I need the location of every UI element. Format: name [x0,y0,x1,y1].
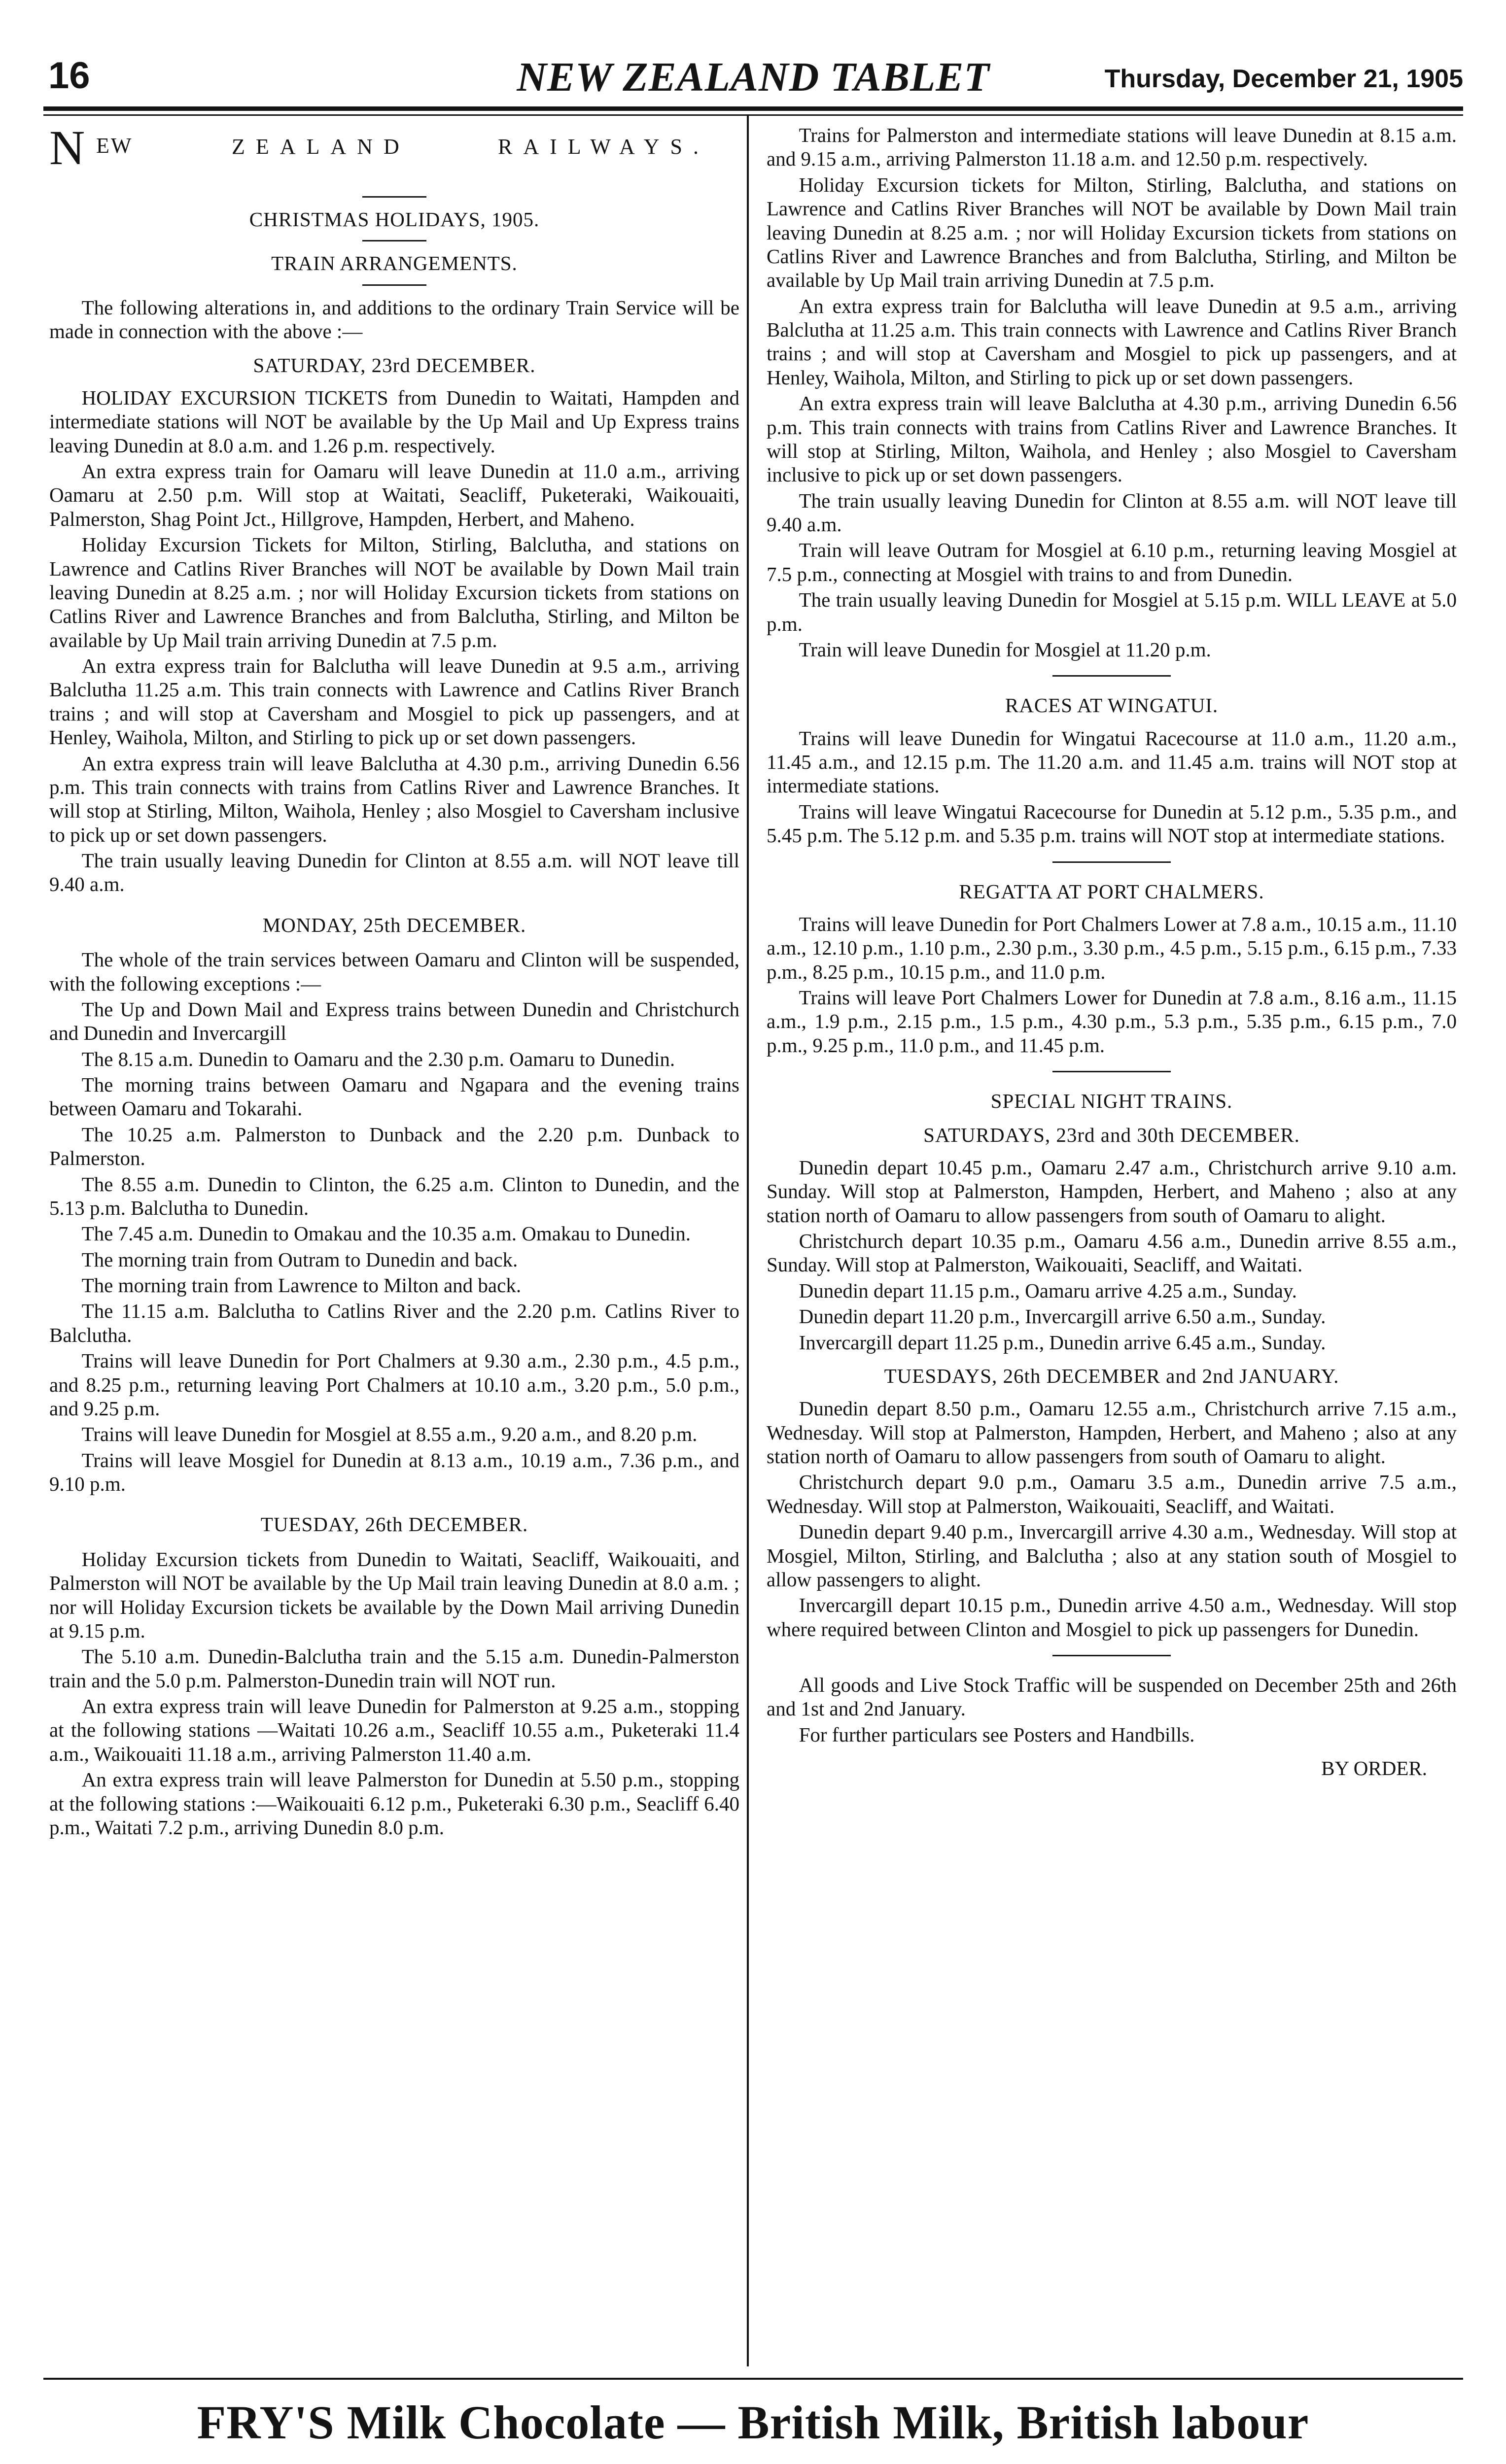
paragraph: Dunedin depart 10.45 p.m., Oamaru 2.47 a.m., Christchurch arrive 9.10 a.m. Sunday. Will stop at Palmerston, Hampden, Herbert, and Maheno ; also at any station north of Oamaru to allow passengers from south of Oamaru to alight. [767,1156,1457,1227]
subheading-saturdays: SATURDAYS, 23rd and 30th DECEMBER. [923,1123,1300,1146]
masthead-rule [43,106,1463,111]
section-heading-saturday: SATURDAY, 23rd DECEMBER. [253,353,536,376]
paragraph: An extra express train for Oamaru will leave Dunedin at 11.0 a.m., arriving Oamaru at 2.50 p.m. Will stop at Waitati, Seacliff, Puketeraki, Waikouaiti, Palmerston, Shag Point Jct., Hillgrove, Hampden, Herbert, and Maheno. [49,460,739,530]
page-number: 16 [48,55,90,97]
paragraph: The train usually leaving Dunedin for Mosgiel at 5.15 p.m. WILL LEAVE at 5.0 p.m. [767,588,1457,635]
paragraph: Dunedin depart 11.20 p.m., Invercargill arrive 6.50 a.m., Sunday. [799,1305,1326,1328]
divider-rule [1052,1655,1171,1656]
intro-paragraph: The following alterations in, and additions to the ordinary Train Service will be made in connection with the above :— [49,296,739,343]
newspaper-title: NEW ZEALAND TABLET [517,54,990,100]
paragraph: The morning train from Outram to Dunedin and back. [81,1248,518,1271]
divider-rule [362,240,426,241]
paragraph: Trains for Palmerston and intermediate stations will leave Dunedin at 8.15 a.m. and 9.15 a.m., arriving Palmerston 11.18 a.m. and 12.50 p.m. respectively. [767,124,1457,171]
paragraph: Train will leave Dunedin for Mosgiel at 11.20 p.m. [799,638,1211,661]
divider-rule [1052,1071,1171,1072]
section-heading-regatta: REGATTA AT PORT CHALMERS. [959,880,1264,903]
paragraph: The 5.10 a.m. Dunedin-Balclutha train and the 5.15 a.m. Dunedin-Palmerston train and the 5.0 p.m. Palmerston-Dunedin train will NOT run. [49,1645,739,1692]
paragraph: The morning train from Lawrence to Milton and back. [81,1274,522,1297]
paragraph: An extra express train will leave Dunedin for Palmerston at 9.25 a.m., stopping at the following stations —Waitati 10.26 a.m., Seacliff 10.55 a.m., Puketeraki 11.4 a.m., Waikouaiti 11.18 a.m., arriving Palmerston 11.40 a.m. [49,1695,739,1765]
paragraph: Holiday Excursion Tickets for Milton, Stirling, Balclutha, and stations on Lawrence and Catlins River Branches will NOT be available by Down Mail train leaving Dunedin at 8.25 a.m. ; nor will Holiday Excursion tickets from stations on Catlins River and Lawrence Branches and from Balclutha, Stirling, and Milton be available by Up Mail train arriving Dunedin at 7.5 p.m. [49,533,739,651]
divider-rule [362,196,426,198]
paragraph: Trains will leave Dunedin for Mosgiel at 8.55 a.m., 9.20 a.m., and 8.20 p.m. [81,1423,698,1446]
left-column [49,120,739,1841]
subheading-christmas: CHRISTMAS HOLIDAYS, 1905. [249,208,540,231]
paragraph: Christchurch depart 10.35 p.m., Oamaru 4.56 a.m., Dunedin arrive 8.55 a.m., Sunday. Will stop at Palmerston, Waikouaiti, Seacliff, and Waitati. [767,1230,1457,1276]
footer-advert: FRY'S Milk Chocolate — British Milk, British labour [197,2396,1309,2449]
title-initial: N [49,120,85,175]
paragraph: The morning trains between Oamaru and Ngapara and the evening trains between Oamaru and Tokarahi. [49,1073,739,1120]
divider-rule [1052,861,1171,863]
paragraph: The whole of the train services between Oamaru and Clinton will be suspended, with the following exceptions :— [49,948,739,995]
masthead [43,49,1463,107]
paragraph: Trains will leave Port Chalmers Lower for Dunedin at 7.8 a.m., 8.16 a.m., 11.15 a.m., 1.9 p.m., 2.15 p.m., 1.5 p.m., 4.30 p.m., 5.3 p.m., 5.35 p.m., 6.15 p.m., 7.0 p.m., 9.25 p.m., 11.0 p.m., and 11.45 p.m. [767,986,1457,1057]
paragraph: An extra express train will leave Balclutha at 4.30 p.m., arriving Dunedin 6.56 p.m. This train connects with trains from Catlins River and Lawrence Branches. It will stop at Stirling, Milton, Waihola, and Henley ; also Mosgiel to Caversham inclusive to pick up or set down passengers. [767,392,1457,486]
paragraph: The 11.15 a.m. Balclutha to Catlins River and the 2.20 p.m. Catlins River to Balclutha. [49,1300,739,1346]
paragraph: Trains will leave Dunedin for Wingatui Racecourse at 11.0 a.m., 11.20 a.m., 11.45 a.m., and 12.15 p.m. The 11.20 a.m. and 11.45 a.m. trains will NOT stop at intermediate stations. [767,726,1457,797]
paragraph: Trains will leave Wingatui Racecourse for Dunedin at 5.12 p.m., 5.35 p.m., and 5.45 p.m. The 5.12 p.m. and 5.35 p.m. trains will NOT stop at intermediate stations. [767,800,1457,847]
masthead-rule-thin [43,114,1463,116]
paragraph: Invercargill depart 11.25 p.m., Dunedin arrive 6.45 a.m., Sunday. [799,1331,1326,1354]
paragraph: An extra express train for Balclutha will leave Dunedin at 9.5 a.m., arriving Balclutha at 11.25 a.m. This train connects with Lawrence and Catlins River Branch trains ; and will stop at Caversham and Mosgiel to pick up passengers, and at Henley, Waihola, Milton, and Stirling to pick up or set down passengers. [767,294,1457,389]
by-order-signoff: BY ORDER. [1321,1757,1427,1780]
title-part-zealand: ZEALAND [232,135,410,159]
divider-rule [1052,675,1171,677]
paragraph: Christchurch depart 9.0 p.m., Oamaru 3.5 a.m., Dunedin arrive 7.5 a.m., Wednesday. Will stop at Palmerston, Waikouaiti, Seacliff, and Waitati. [767,1471,1457,1517]
paragraph: Dunedin depart 9.40 p.m., Invercargill arrive 4.30 a.m., Wednesday. Will stop at Mosgiel, Milton, Stirling, and Balclutha ; also at any station south of Mosgiel to allow passengers to alight. [767,1520,1457,1591]
paragraph: Dunedin depart 11.15 p.m., Oamaru arrive 4.25 a.m., Sunday. [799,1279,1297,1302]
paragraph: The Up and Down Mail and Express trains between Dunedin and Christchurch and Dunedin and Invercargill [49,997,739,1045]
section-heading-monday: MONDAY, 25th DECEMBER. [262,913,526,936]
section-heading-tuesday: TUESDAY, 26th DECEMBER. [260,1513,528,1536]
paragraph: The 7.45 a.m. Dunedin to Omakau and the 10.35 a.m. Omakau to Dunedin. [81,1222,691,1245]
paragraph: An extra express train will leave Palmerston for Dunedin at 5.50 p.m., stopping at the following stations :—Waikouaiti 6.12 p.m., Puketeraki 6.30 p.m., Seacliff 6.40 p.m., Waitati 7.2 p.m., arriving Dunedin 8.0 p.m. [49,1768,739,1839]
paragraph: The train usually leaving Dunedin for Clinton at 8.55 a.m. will NOT leave till 9.40 a.m. [49,849,739,896]
paragraph: Holiday Excursion tickets for Milton, Stirling, Balclutha, and stations on Lawrence and Catlins River Branches will NOT be available by Down Mail train leaving Dunedin at 8.25 a.m. ; nor will Holiday Excursion tickets from stations on Catlins River and Lawrence Branches and from Balclutha, Stirling, and Milton be available by Up Mail train arriving Dunedin at 7.5 p.m. [767,173,1457,292]
paragraph: Train will leave Outram for Mosgiel at 6.10 p.m., returning leaving Mosgiel at 7.5 p.m., connecting at Mosgiel with trains to and from Dunedin. [767,539,1457,585]
paragraph: HOLIDAY EXCURSION TICKETS from Dunedin to Waitati, Hampden and intermediate stations will NOT be available by the Up Mail and Up Express trains leaving Dunedin at 8.0 a.m. and 1.26 p.m. respectively. [49,386,739,457]
title-part-ew: EW [96,134,133,158]
paragraph: Trains will leave Dunedin for Port Chalmers Lower at 7.8 a.m., 10.15 a.m., 11.10 a.m., 12.10 p.m., 1.10 p.m., 2.30 p.m., 3.30 p.m., 4.5 p.m., 5.15 p.m., 6.15 p.m., 7.33 p.m., 8.25 p.m., 10.15 p.m., and 11.0 p.m. [767,912,1457,983]
paragraph: The 10.25 a.m. Palmerston to Dunback and the 2.20 p.m. Dunback to Palmerston. [49,1123,739,1170]
issue-date: Thursday, December 21, 1905 [1104,65,1463,93]
paragraph: The 8.15 a.m. Dunedin to Oamaru and the 2.30 p.m. Oamaru to Dunedin. [81,1047,675,1070]
right-column [767,123,1457,1780]
notice-paragraph: All goods and Live Stock Traffic will be suspended on December 25th and 26th and 1st and 2nd January. [767,1674,1457,1720]
paragraph: Trains will leave Mosgiel for Dunedin at 8.13 a.m., 10.19 a.m., 7.36 p.m., and 9.10 p.m. [49,1448,739,1495]
paragraph: An extra express train will leave Balclutha at 4.30 p.m., arriving Dunedin 6.56 p.m. This train connects with trains from Catlins River and Lawrence Branches. It will stop at Stirling, Milton, Waihola, Henley ; also Mosgiel to Caversham inclusive to pick up or set down passengers. [49,752,739,846]
paragraph: The 8.55 a.m. Dunedin to Clinton, the 6.25 a.m. Clinton to Dunedin, and the 5.13 p.m. Balclutha to Dunedin. [49,1172,739,1219]
paragraph: Holiday Excursion tickets from Dunedin to Waitati, Seacliff, Waikouaiti, and Palmerston will NOT be available by the Up Mail train leaving Dunedin at 8.0 a.m. ; nor will Holiday Excursion tickets be available by the Down Mail arriving Dunedin at 9.15 p.m. [49,1547,739,1642]
paragraph: Dunedin depart 8.50 p.m., Oamaru 12.55 a.m., Christchurch arrive 7.15 a.m., Wednesday. Will stop at Palmerston, Hampden, Herbert, and Maheno ; also at any station north of Oamaru to allow passengers from south of Oamaru to alight. [767,1397,1457,1468]
subheading-arrangements: TRAIN ARRANGEMENTS. [271,252,518,275]
paragraph: The train usually leaving Dunedin for Clinton at 8.55 a.m. will NOT leave till 9.40 a.m. [767,489,1457,536]
notice-paragraph: For further particulars see Posters and Handbills. [799,1723,1195,1746]
section-heading-night-trains: SPECIAL NIGHT TRAINS. [990,1090,1233,1113]
section-heading-races: RACES AT WINGATUI. [1005,694,1219,717]
column-divider [747,114,749,2366]
subheading-tuesdays: TUESDAYS, 26th DECEMBER and 2nd JANUARY. [884,1364,1339,1387]
title-part-railways: RAILWAYS. [498,135,710,159]
footer-rule [43,2378,1463,2380]
paragraph: An extra express train for Balclutha will leave Dunedin at 9.5 a.m., arriving Balclutha 11.25 a.m. This train connects with Lawrence and Catlins River Branch trains ; and will stop at Caversham and Mosgiel to pick up passengers, and at Henley, Waihola, Milton, and Stirling to pick up or set down passengers. [49,654,739,749]
paragraph: Trains will leave Dunedin for Port Chalmers at 9.30 a.m., 2.30 p.m., 4.5 p.m., and 8.25 p.m., returning leaving Port Chalmers at 10.10 a.m., 3.20 p.m., 5.0 p.m., and 9.25 p.m. [49,1349,739,1420]
divider-rule [362,284,426,286]
paragraph: Invercargill depart 10.15 p.m., Dunedin arrive 4.50 a.m., Wednesday. Will stop where required between Clinton and Mosgiel to pick up passengers for Dunedin. [767,1594,1457,1641]
advert-title [49,120,739,187]
